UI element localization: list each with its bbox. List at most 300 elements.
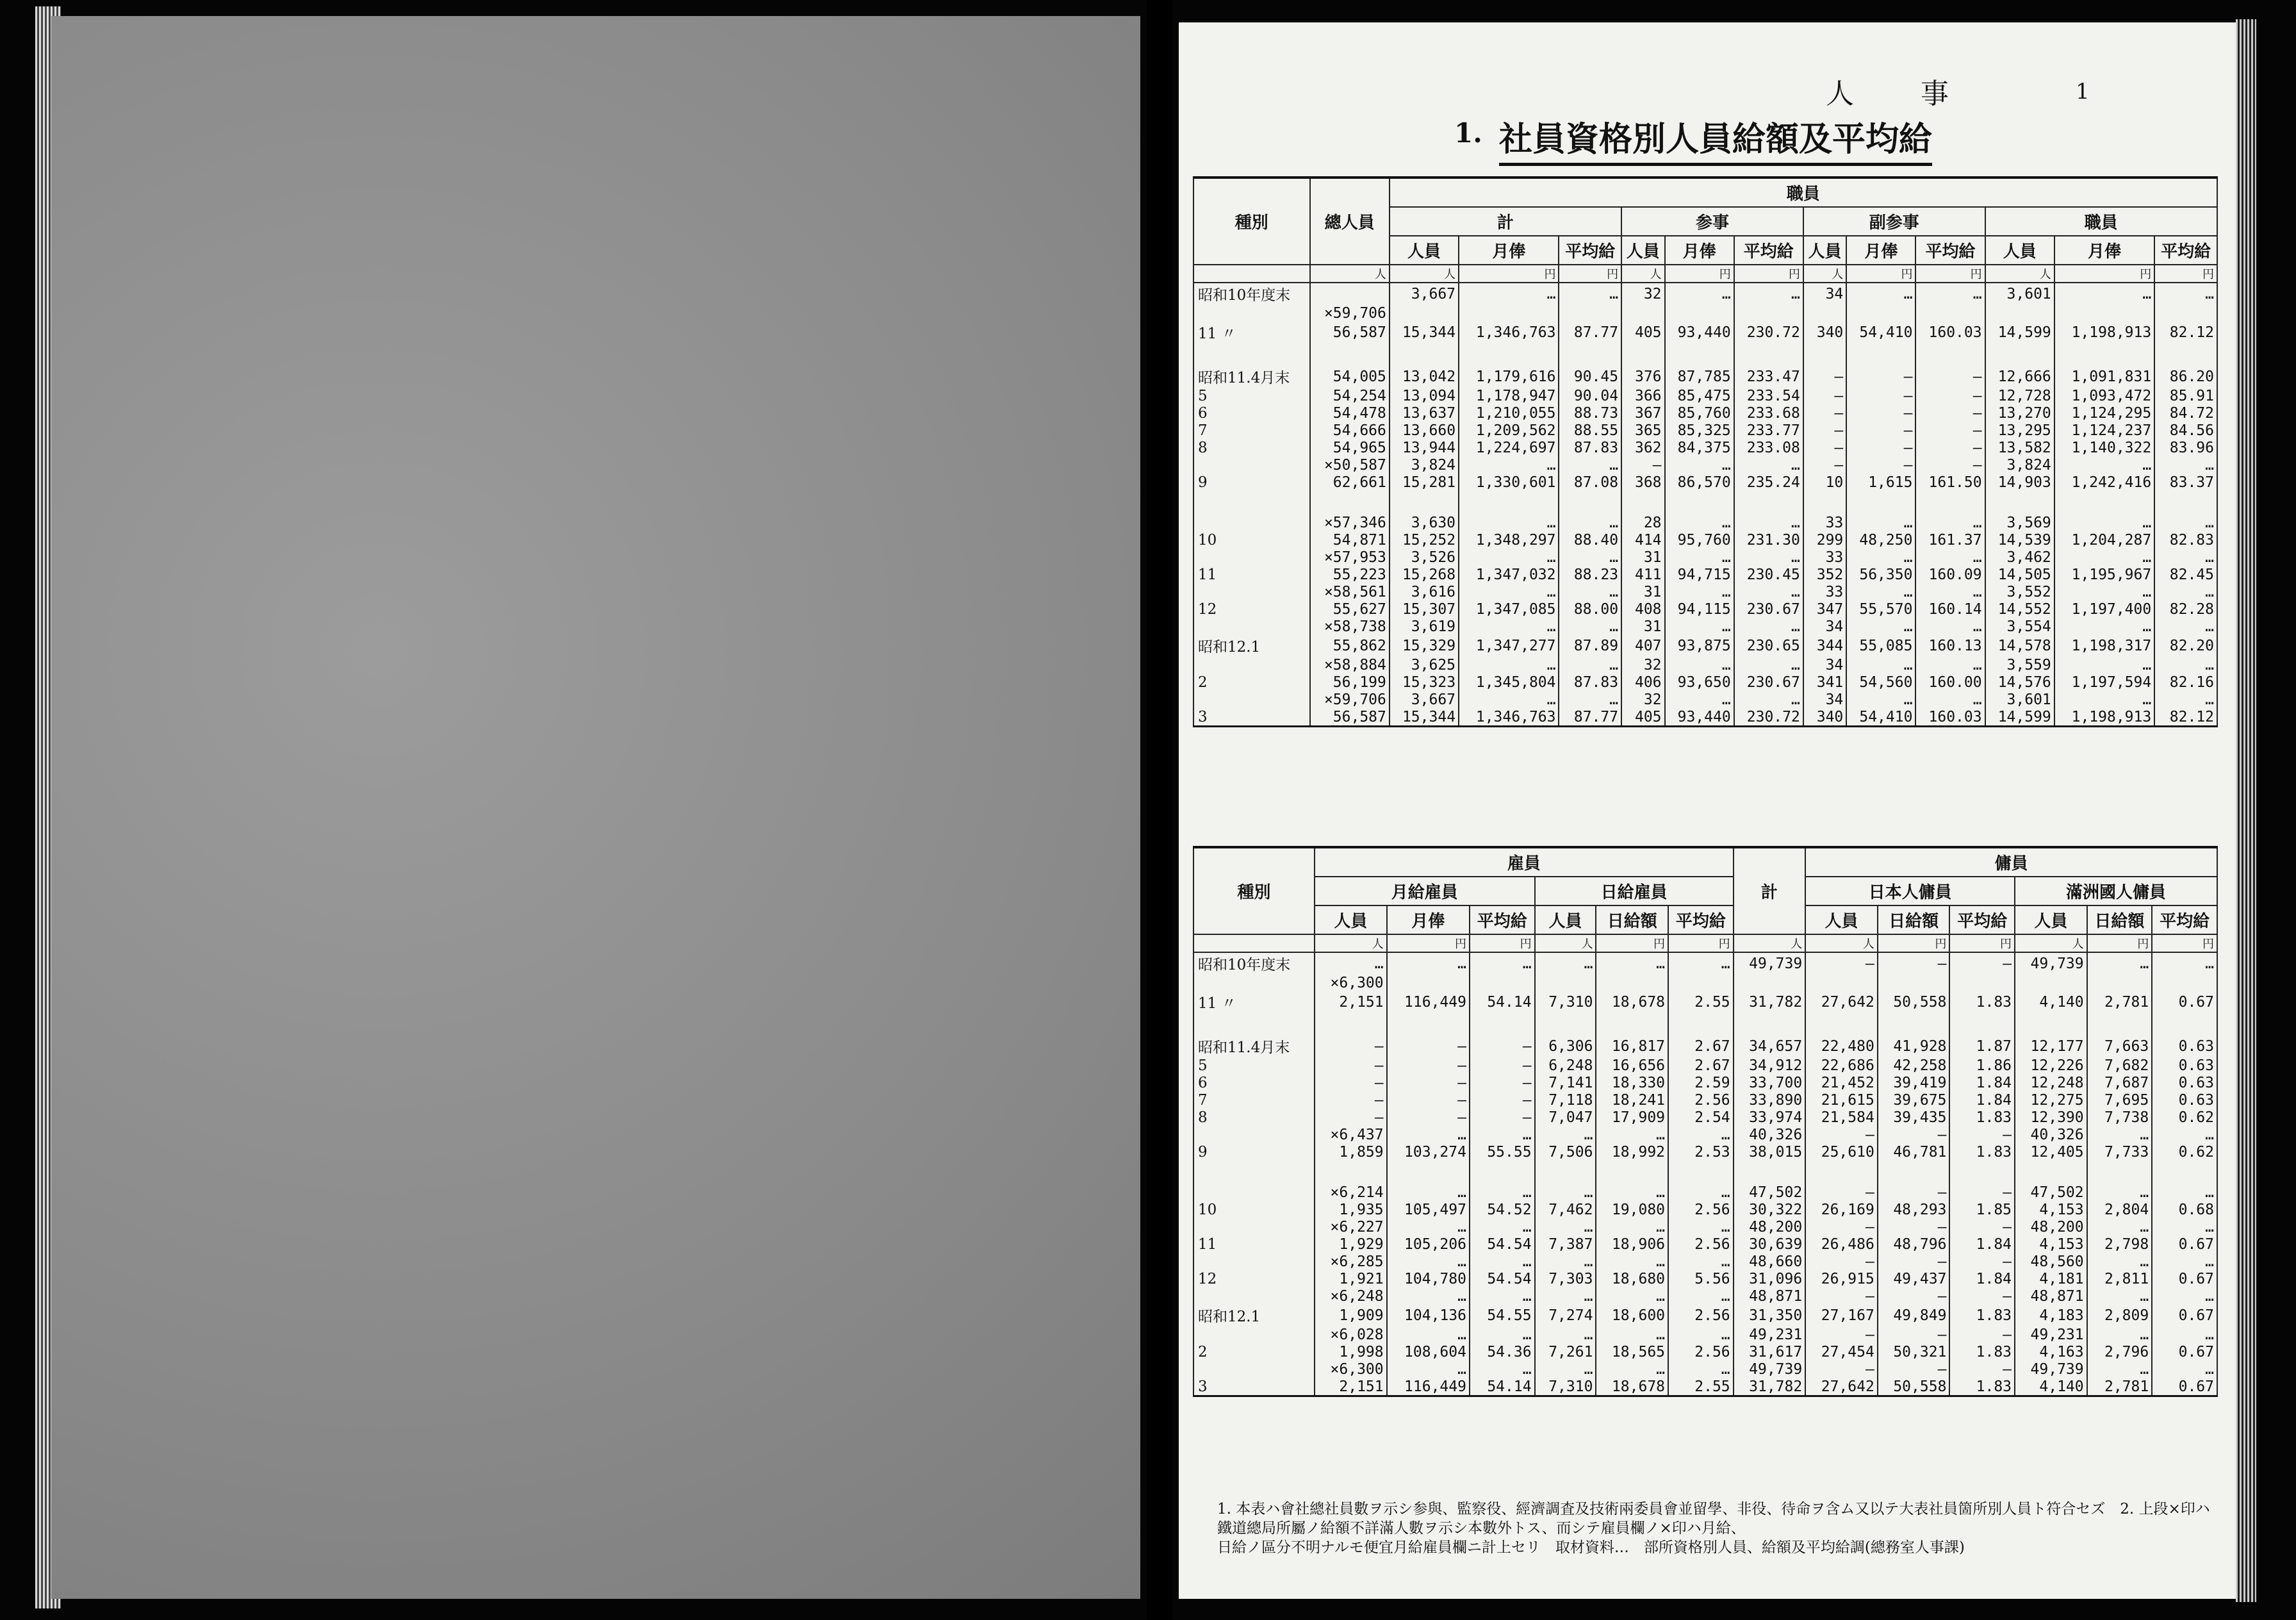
table-cell: … xyxy=(1665,514,1734,531)
table-cell: 1.83 xyxy=(1949,1343,2015,1360)
table-cell: … xyxy=(1668,1184,1734,1201)
page-title: 社員資格別人員給額及平均給 xyxy=(1499,112,1932,166)
table-cell: — xyxy=(1803,422,1846,439)
table-cell: 1,347,032 xyxy=(1459,566,1559,583)
unit-cell: 人 xyxy=(1734,934,1806,952)
table-cell: 15,344 xyxy=(1390,322,1459,343)
table-cell: 18,906 xyxy=(1596,1236,1668,1253)
table-cell: — xyxy=(1805,1218,1878,1236)
table-row xyxy=(1193,635,2217,656)
table-cell: 235.24 xyxy=(1734,474,1803,491)
table-cell: 3,667 xyxy=(1390,283,1459,304)
table-cell: ×59,706 xyxy=(1310,304,1390,322)
table-cell: … xyxy=(1387,1126,1470,1143)
table-row xyxy=(1193,531,2217,549)
table-cell: 49,437 xyxy=(1878,1270,1950,1287)
table-cell: 2,781 xyxy=(2087,1378,2152,1396)
table-cell: 1.87 xyxy=(1949,1036,2015,1057)
table-cell: 3,554 xyxy=(1985,618,2054,635)
table-row xyxy=(1193,1091,2217,1109)
table-cell: 28 xyxy=(1621,514,1664,531)
table-cell: … xyxy=(2152,1218,2217,1236)
table-cell: 3,616 xyxy=(1390,583,1459,600)
table-cell: … xyxy=(1734,514,1803,531)
table-cell: 88.00 xyxy=(1559,600,1621,618)
table-row xyxy=(1193,1270,2217,1287)
table-cell: 340 xyxy=(1803,708,1846,727)
table-cell: 3,630 xyxy=(1390,514,1459,531)
table-cell: — xyxy=(1846,439,1915,456)
row-label: 9 xyxy=(1193,474,1310,491)
table-cell: ×50,587 xyxy=(1310,456,1390,474)
table-cell: 5.56 xyxy=(1668,1270,1734,1287)
table-cell: 18,600 xyxy=(1596,1305,1668,1326)
table-cell: 7,310 xyxy=(1535,1378,1596,1396)
table-cell: 7,695 xyxy=(2087,1091,2152,1109)
table-cell: 104,136 xyxy=(1387,1305,1470,1326)
table-cell: 3,601 xyxy=(1985,691,2054,708)
table-row xyxy=(1193,583,2217,600)
table-cell: … xyxy=(1846,691,1915,708)
table-cell: 16,817 xyxy=(1596,1036,1668,1057)
table-cell: … xyxy=(1459,656,1559,674)
table-cell: 83.96 xyxy=(2154,439,2217,456)
table-cell: 376 xyxy=(1621,366,1664,387)
table-cell: 14,599 xyxy=(1985,708,2054,727)
table-cell xyxy=(1805,974,1878,991)
table-cell: 27,642 xyxy=(1805,991,1878,1012)
unit-cell: 円 xyxy=(1949,934,2015,952)
table-cell: 4,163 xyxy=(2015,1343,2087,1360)
table-cell: — xyxy=(1878,1218,1950,1236)
table-cell: 1,093,472 xyxy=(2054,387,2154,404)
table-cell: … xyxy=(2054,691,2154,708)
table-cell: 0.62 xyxy=(2152,1143,2217,1161)
col-sub: 人員 xyxy=(1985,236,2054,265)
table-cell: 31,782 xyxy=(1734,991,1806,1012)
table-row xyxy=(1193,991,2217,1012)
table-cell: 27,167 xyxy=(1805,1305,1878,1326)
table-cell: 32 xyxy=(1621,656,1664,674)
row-label xyxy=(1193,491,1310,514)
table-cell xyxy=(1390,491,1459,514)
table-cell: 34 xyxy=(1803,283,1846,304)
table-cell: 54,666 xyxy=(1310,422,1390,439)
table-cell: 1,197,594 xyxy=(2054,674,2154,691)
col-monthly: 月給雇員 xyxy=(1315,877,1535,905)
table-cell: … xyxy=(1668,1218,1734,1236)
row-label: 3 xyxy=(1193,1378,1315,1396)
col-sub: 日給額 xyxy=(1596,905,1668,934)
table-cell: 18,678 xyxy=(1596,1378,1668,1396)
table-cell: 55,223 xyxy=(1310,566,1390,583)
table-cell: 41,928 xyxy=(1878,1036,1950,1057)
table-cell: 90.04 xyxy=(1559,387,1621,404)
table-cell: … xyxy=(1559,456,1621,474)
table-cell: 4,153 xyxy=(2015,1236,2087,1253)
table-cell: 1,124,237 xyxy=(2054,422,2154,439)
table-cell xyxy=(1805,1012,1878,1036)
table-cell: 49,739 xyxy=(1734,952,1806,974)
table-cell: 1.84 xyxy=(1949,1074,2015,1091)
table-cell: — xyxy=(1803,439,1846,456)
table-row xyxy=(1193,343,2217,366)
table-cell: … xyxy=(1596,1253,1668,1270)
table-cell: 13,660 xyxy=(1390,422,1459,439)
table-cell: 3,625 xyxy=(1390,656,1459,674)
table-cell: 86,570 xyxy=(1665,474,1734,491)
table-cell xyxy=(1390,343,1459,366)
table-cell: … xyxy=(1459,456,1559,474)
table-cell: … xyxy=(1915,514,1985,531)
table-cell: 13,944 xyxy=(1390,439,1459,456)
table-cell: 1,179,616 xyxy=(1459,366,1559,387)
table-cell: 1,204,287 xyxy=(2054,531,2154,549)
unit-cell: 人 xyxy=(1390,265,1459,283)
table-cell: 16,656 xyxy=(1596,1057,1668,1074)
table-cell: 12,666 xyxy=(1985,366,2054,387)
table-cell xyxy=(1668,1012,1734,1036)
table-row xyxy=(1193,304,2217,322)
table-cell: 18,678 xyxy=(1596,991,1668,1012)
table-cell: 1,198,317 xyxy=(2054,635,2154,656)
table-cell xyxy=(1803,343,1846,366)
table-cell: — xyxy=(1387,1057,1470,1074)
table-cell: ×57,953 xyxy=(1310,549,1390,566)
table-cell: 103,274 xyxy=(1387,1143,1470,1161)
table-cell: 160.03 xyxy=(1915,708,1985,727)
table-cell: 84,375 xyxy=(1665,439,1734,456)
table-cell: … xyxy=(2152,952,2217,974)
table-cell: 408 xyxy=(1621,600,1664,618)
row-label: 11 xyxy=(1193,566,1310,583)
table-cell: … xyxy=(2087,1360,2152,1378)
table-cell: 0.63 xyxy=(2152,1074,2217,1091)
table-cell: — xyxy=(1315,1057,1387,1074)
col-sub: 人員 xyxy=(1803,236,1846,265)
table-cell: 12,728 xyxy=(1985,387,2054,404)
table-cell: 38,015 xyxy=(1734,1143,1806,1161)
table-cell: 2,811 xyxy=(2087,1270,2152,1287)
table-cell: … xyxy=(2054,549,2154,566)
table-cell: 48,560 xyxy=(2015,1253,2087,1270)
table-cell: 1,178,947 xyxy=(1459,387,1559,404)
col-sub: 月俸 xyxy=(1387,905,1470,934)
table-cell: … xyxy=(2154,283,2217,304)
table-cell: — xyxy=(1803,387,1846,404)
col-category: 種別 xyxy=(1193,178,1310,265)
table-cell: … xyxy=(1470,1360,1535,1378)
table-cell: 104,780 xyxy=(1387,1270,1470,1287)
table-cell: … xyxy=(1846,656,1915,674)
table-cell: 54.54 xyxy=(1470,1270,1535,1287)
table-cell: … xyxy=(1459,583,1559,600)
table-cell: 94,115 xyxy=(1665,600,1734,618)
table-cell: 49,739 xyxy=(2015,952,2087,974)
table-cell: 54,254 xyxy=(1310,387,1390,404)
row-label: 11 〃 xyxy=(1193,991,1315,1012)
table-cell: … xyxy=(1535,1126,1596,1143)
table-cell: … xyxy=(1470,1326,1535,1343)
table-cell xyxy=(2152,1012,2217,1036)
table-cell: 82.16 xyxy=(2154,674,2217,691)
table-cell: — xyxy=(1805,1287,1878,1305)
table-cell: 84.56 xyxy=(2154,422,2217,439)
table-cell: 54,965 xyxy=(1310,439,1390,456)
table-cell: 82.45 xyxy=(2154,566,2217,583)
table-cell: 7,261 xyxy=(1535,1343,1596,1360)
table-cell: 88.23 xyxy=(1559,566,1621,583)
table-cell: … xyxy=(2152,1326,2217,1343)
table-row xyxy=(1193,691,2217,708)
unit-cell: 円 xyxy=(1559,265,1621,283)
left-blank-page xyxy=(51,16,1140,1599)
table-cell: … xyxy=(1665,583,1734,600)
table-cell: 33,890 xyxy=(1734,1091,1806,1109)
table-cell xyxy=(2054,343,2154,366)
row-label: 2 xyxy=(1193,674,1310,691)
table-cell: 7,141 xyxy=(1535,1074,1596,1091)
table-cell: … xyxy=(2154,456,2217,474)
table-cell: 14,578 xyxy=(1985,635,2054,656)
unit-cell: 円 xyxy=(2087,934,2152,952)
col-group-fukusanji: 副参事 xyxy=(1803,207,1985,236)
table-cell: 230.65 xyxy=(1734,635,1803,656)
table-cell: 4,153 xyxy=(2015,1201,2087,1218)
col-manchukuo: 滿洲國人傭員 xyxy=(2015,877,2217,905)
table-cell: … xyxy=(1734,583,1803,600)
table-cell: 0.63 xyxy=(2152,1091,2217,1109)
table-cell xyxy=(1596,1012,1668,1036)
table-cell: 1,859 xyxy=(1315,1143,1387,1161)
table-cell: 87,785 xyxy=(1665,366,1734,387)
table-cell: … xyxy=(1596,952,1668,974)
table-cell: … xyxy=(1470,952,1535,974)
table-cell xyxy=(1596,974,1668,991)
table-cell: 30,639 xyxy=(1734,1236,1806,1253)
table-cell: — xyxy=(1846,366,1915,387)
table-cell: 1,195,967 xyxy=(2054,566,2154,583)
row-label xyxy=(1193,1287,1315,1305)
table-cell xyxy=(2015,974,2087,991)
table-cell: 22,480 xyxy=(1805,1036,1878,1057)
table-cell: — xyxy=(1387,1109,1470,1126)
table-cell: 27,454 xyxy=(1805,1343,1878,1360)
table-cell: 34 xyxy=(1803,691,1846,708)
table-cell xyxy=(2087,974,2152,991)
table-cell: … xyxy=(1734,656,1803,674)
table-cell: 2.55 xyxy=(1668,1378,1734,1396)
table-row xyxy=(1193,1057,2217,1074)
table-cell: — xyxy=(1915,404,1985,422)
unit-cell: 人 xyxy=(1985,265,2054,283)
col-sub: 人員 xyxy=(1621,236,1664,265)
table-cell: … xyxy=(2054,618,2154,635)
table-cell: … xyxy=(2054,514,2154,531)
table-cell: 161.37 xyxy=(1915,531,1985,549)
table-cell: — xyxy=(1470,1109,1535,1126)
table-cell: 18,680 xyxy=(1596,1270,1668,1287)
row-label xyxy=(1193,549,1310,566)
row-label: 2 xyxy=(1193,1343,1315,1360)
table-cell: 55.55 xyxy=(1470,1143,1535,1161)
book-spine xyxy=(1147,0,1172,1620)
table-cell: 49,739 xyxy=(2015,1360,2087,1378)
col-sub: 人員 xyxy=(1315,905,1387,934)
table-cell: ×6,300 xyxy=(1315,974,1387,991)
table-cell: 3,601 xyxy=(1985,283,2054,304)
table-cell: 49,231 xyxy=(1734,1326,1806,1343)
table-cell: 93,875 xyxy=(1665,635,1734,656)
table-cell: 233.54 xyxy=(1734,387,1803,404)
table-cell: 82.12 xyxy=(2154,708,2217,727)
table-cell: 1,091,831 xyxy=(2054,366,2154,387)
table-cell: … xyxy=(1734,618,1803,635)
table-cell: — xyxy=(1805,1126,1878,1143)
table-cell: 7,733 xyxy=(2087,1143,2152,1161)
table-cell xyxy=(2152,1161,2217,1184)
table-row xyxy=(1193,1253,2217,1270)
table-cell: 7,118 xyxy=(1535,1091,1596,1109)
table-cell: ×58,738 xyxy=(1310,618,1390,635)
row-label xyxy=(1193,456,1310,474)
table-cell: ×58,561 xyxy=(1310,583,1390,600)
col-sub: 平均給 xyxy=(1734,236,1803,265)
table-cell: 33,974 xyxy=(1734,1109,1806,1126)
table-cell: 414 xyxy=(1621,531,1664,549)
table-cell: 7,047 xyxy=(1535,1109,1596,1126)
table-cell: — xyxy=(1949,1184,2015,1201)
table-row xyxy=(1193,600,2217,618)
row-label xyxy=(1193,1253,1315,1270)
table-cell xyxy=(1459,343,1559,366)
table-cell: 85,760 xyxy=(1665,404,1734,422)
row-label: 10 xyxy=(1193,531,1310,549)
table-cell: 367 xyxy=(1621,404,1664,422)
table-row xyxy=(1193,1074,2217,1091)
table-cell: 1,346,763 xyxy=(1459,708,1559,727)
unit-cell: 円 xyxy=(1915,265,1985,283)
table-cell: 406 xyxy=(1621,674,1664,691)
table-cell: … xyxy=(1459,514,1559,531)
table-cell: — xyxy=(1949,1126,2015,1143)
table-cell: 160.09 xyxy=(1915,566,1985,583)
table-cell: — xyxy=(1949,1287,2015,1305)
table-row xyxy=(1193,1109,2217,1126)
table-cell: … xyxy=(2087,1253,2152,1270)
table-cell: 13,042 xyxy=(1390,366,1459,387)
table-cell: 21,615 xyxy=(1805,1091,1878,1109)
table-cell: 27,642 xyxy=(1805,1378,1878,1396)
table-cell: 56,587 xyxy=(1310,322,1390,343)
table-cell xyxy=(2015,1161,2087,1184)
col-japanese: 日本人傭員 xyxy=(1805,877,2015,905)
table-cell: … xyxy=(2154,514,2217,531)
table-cell: 2.56 xyxy=(1668,1201,1734,1218)
unit-cell: 円 xyxy=(1596,934,1668,952)
table-row xyxy=(1193,439,2217,456)
table-cell: … xyxy=(1734,549,1803,566)
table-cell: 93,440 xyxy=(1665,322,1734,343)
table-cell: 55,570 xyxy=(1846,600,1915,618)
row-label: 8 xyxy=(1193,439,1310,456)
row-label: 7 xyxy=(1193,422,1310,439)
table-cell: … xyxy=(2087,1184,2152,1201)
row-label xyxy=(1193,1126,1315,1143)
table-cell: 25,610 xyxy=(1805,1143,1878,1161)
table-cell: 2.56 xyxy=(1668,1343,1734,1360)
table-cell: 56,199 xyxy=(1310,674,1390,691)
table-cell: … xyxy=(2152,1253,2217,1270)
table-row xyxy=(1193,404,2217,422)
table-cell: 50,558 xyxy=(1878,991,1950,1012)
table-cell: 2.55 xyxy=(1668,991,1734,1012)
table-cell: — xyxy=(1915,387,1985,404)
table-cell: … xyxy=(1668,1360,1734,1378)
section-heading: 人 事 xyxy=(1826,78,1968,110)
table-cell: … xyxy=(2154,583,2217,600)
table-cell: … xyxy=(1470,1126,1535,1143)
table-cell: 42,258 xyxy=(1878,1057,1950,1074)
unit-cell: 人 xyxy=(1315,934,1387,952)
unit-cell: 円 xyxy=(1470,934,1535,952)
table-cell: 1,224,697 xyxy=(1459,439,1559,456)
table-cell: … xyxy=(1668,1253,1734,1270)
table-cell xyxy=(1734,491,1803,514)
table-cell: 47,502 xyxy=(1734,1184,1806,1201)
col-total: 總人員 xyxy=(1310,178,1390,265)
table-cell xyxy=(1949,1012,2015,1036)
table-cell xyxy=(1949,974,2015,991)
col-sub: 人員 xyxy=(1535,905,1596,934)
table-cell: 1,909 xyxy=(1315,1305,1387,1326)
table-cell xyxy=(1559,491,1621,514)
table-cell: 54.14 xyxy=(1470,991,1535,1012)
table-cell: 4,140 xyxy=(2015,1378,2087,1396)
table-cell: — xyxy=(1315,1036,1387,1057)
col-total: 計 xyxy=(1734,847,1806,934)
table-cell: 2,809 xyxy=(2087,1305,2152,1326)
table-cell: ×6,214 xyxy=(1315,1184,1387,1201)
table-cell: 1,935 xyxy=(1315,1201,1387,1218)
table-cell: … xyxy=(1668,1287,1734,1305)
row-label: 8 xyxy=(1193,1109,1315,1126)
table-cell: ×6,227 xyxy=(1315,1218,1387,1236)
table-row xyxy=(1193,566,2217,583)
table-cell xyxy=(1310,491,1390,514)
table-cell: 2.56 xyxy=(1668,1305,1734,1326)
table-cell: 83.37 xyxy=(2154,474,2217,491)
table-cell: 4,181 xyxy=(2015,1270,2087,1287)
table-cell: 56,350 xyxy=(1846,566,1915,583)
table-cell: 352 xyxy=(1803,566,1846,583)
row-label xyxy=(1193,656,1310,674)
table-cell: 17,909 xyxy=(1596,1109,1668,1126)
unit-cell xyxy=(1193,934,1315,952)
table-cell: … xyxy=(1559,691,1621,708)
table-cell: 31 xyxy=(1621,618,1664,635)
table-cell xyxy=(1734,974,1806,991)
table-cell xyxy=(1315,1012,1387,1036)
unit-row xyxy=(1193,934,2217,952)
table-cell: … xyxy=(2087,952,2152,974)
row-label xyxy=(1193,1184,1315,1201)
col-sub: 月俸 xyxy=(1846,236,1915,265)
col-sub: 平均給 xyxy=(1915,236,1985,265)
table-cell: 10 xyxy=(1803,474,1846,491)
table-cell: — xyxy=(1846,404,1915,422)
table-cell: 15,344 xyxy=(1390,708,1459,727)
